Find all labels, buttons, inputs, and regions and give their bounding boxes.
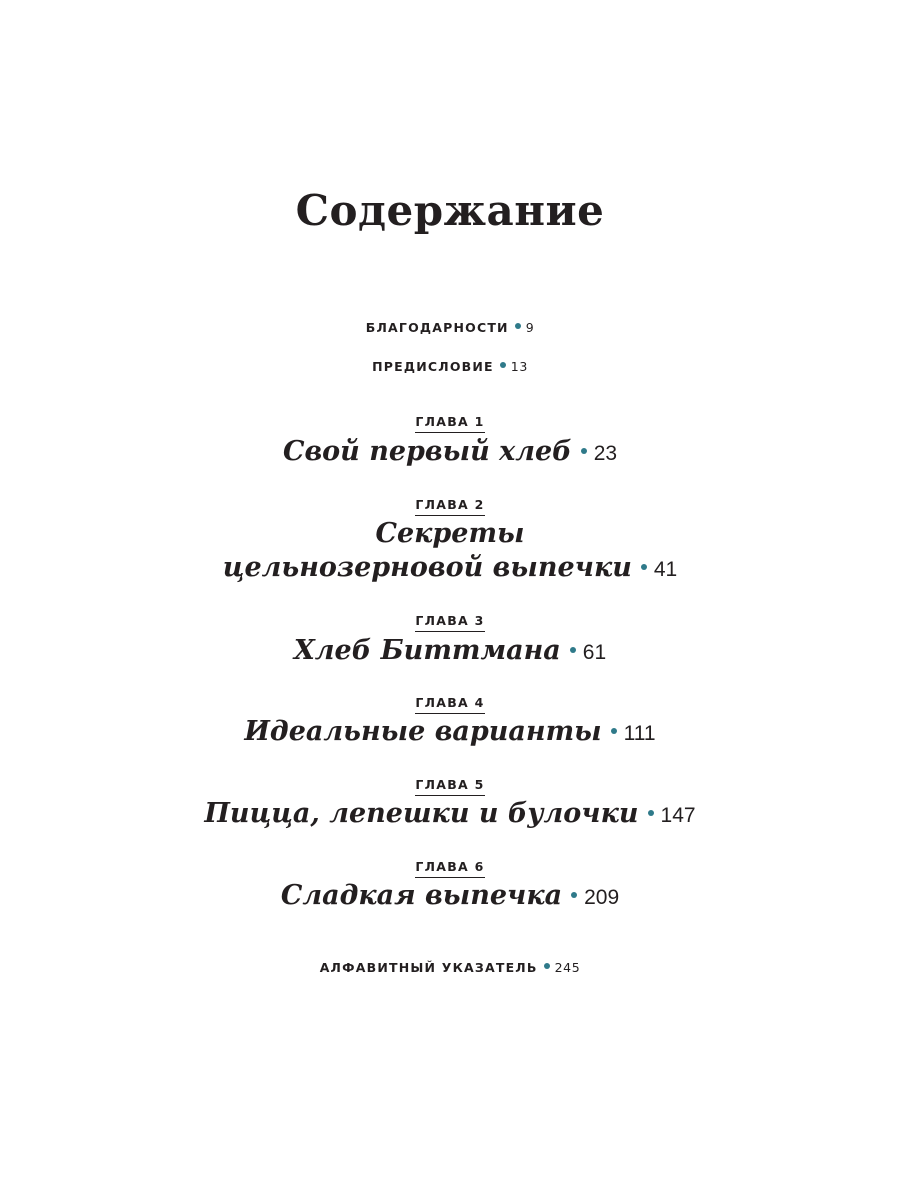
page-title: Содержание — [295, 186, 605, 235]
toc-entry-page: 9 — [525, 320, 535, 335]
toc-entry-label: АЛФАВИТНЫЙ УКАЗАТЕЛЬ — [319, 960, 538, 975]
chapter-label-1 — [0, 414, 900, 433]
toc-entry-page: 13 — [510, 359, 528, 374]
bullet-dot-icon — [515, 323, 521, 329]
chapter-label-text: ГЛАВА 2 — [415, 499, 484, 516]
chapter-page-number: 41 — [653, 558, 678, 581]
chapter-label-text: ГЛАВА 3 — [415, 615, 484, 632]
bullet-dot-icon — [500, 362, 506, 368]
bullet-dot-icon — [648, 810, 654, 816]
chapter-title-2-line-1[interactable] — [0, 517, 900, 551]
chapter-page-number: 61 — [582, 641, 607, 664]
chapter-title-6[interactable] — [0, 879, 900, 915]
chapter-label-text: ГЛАВА 5 — [415, 779, 484, 796]
chapter-title-1[interactable] — [0, 435, 900, 471]
bullet-dot-icon — [581, 448, 587, 454]
chapter-title-text: Сладкая выпечка — [280, 880, 563, 911]
chapter-title-2-line-2[interactable] — [0, 551, 900, 587]
chapter-title-4[interactable] — [0, 715, 900, 751]
chapter-page-number: 23 — [593, 442, 618, 465]
toc-entry-index[interactable] — [0, 962, 900, 975]
chapter-label-5 — [0, 777, 900, 796]
chapter-label-3 — [0, 613, 900, 632]
chapter-title-3[interactable] — [0, 634, 900, 670]
toc-entry-label: ПРЕДИСЛОВИЕ — [372, 359, 494, 374]
chapter-title-text: цельнозерновой выпечки — [222, 552, 632, 583]
bullet-dot-icon — [571, 892, 577, 898]
toc-entry-acknowledgements[interactable] — [0, 322, 900, 335]
chapter-title-text: Хлеб Биттмана — [293, 635, 561, 666]
chapter-label-text: ГЛАВА 6 — [415, 861, 484, 878]
chapter-title-5[interactable] — [0, 797, 900, 833]
chapter-label-4 — [0, 695, 900, 714]
chapter-title-text: Идеальные варианты — [244, 716, 602, 747]
chapter-title-text: Пицца, лепешки и булочки — [204, 798, 639, 829]
bullet-dot-icon — [641, 564, 647, 570]
toc-entry-page: 245 — [554, 960, 581, 975]
bullet-dot-icon — [570, 647, 576, 653]
chapter-label-text: ГЛАВА 4 — [415, 697, 484, 714]
chapter-label-6 — [0, 859, 900, 878]
chapter-label-text: ГЛАВА 1 — [415, 416, 484, 433]
chapter-page-number: 111 — [623, 722, 656, 745]
toc-entry-preface[interactable] — [0, 361, 900, 374]
chapter-label-2 — [0, 497, 900, 516]
bullet-dot-icon — [544, 963, 550, 969]
chapter-title-text: Секреты — [375, 518, 525, 549]
chapter-page-number: 147 — [660, 804, 696, 827]
toc-entry-label: БЛАГОДАРНОСТИ — [365, 320, 509, 335]
bullet-dot-icon — [611, 728, 617, 734]
chapter-title-text: Свой первый хлеб — [282, 436, 572, 467]
chapter-page-number: 209 — [584, 886, 620, 909]
